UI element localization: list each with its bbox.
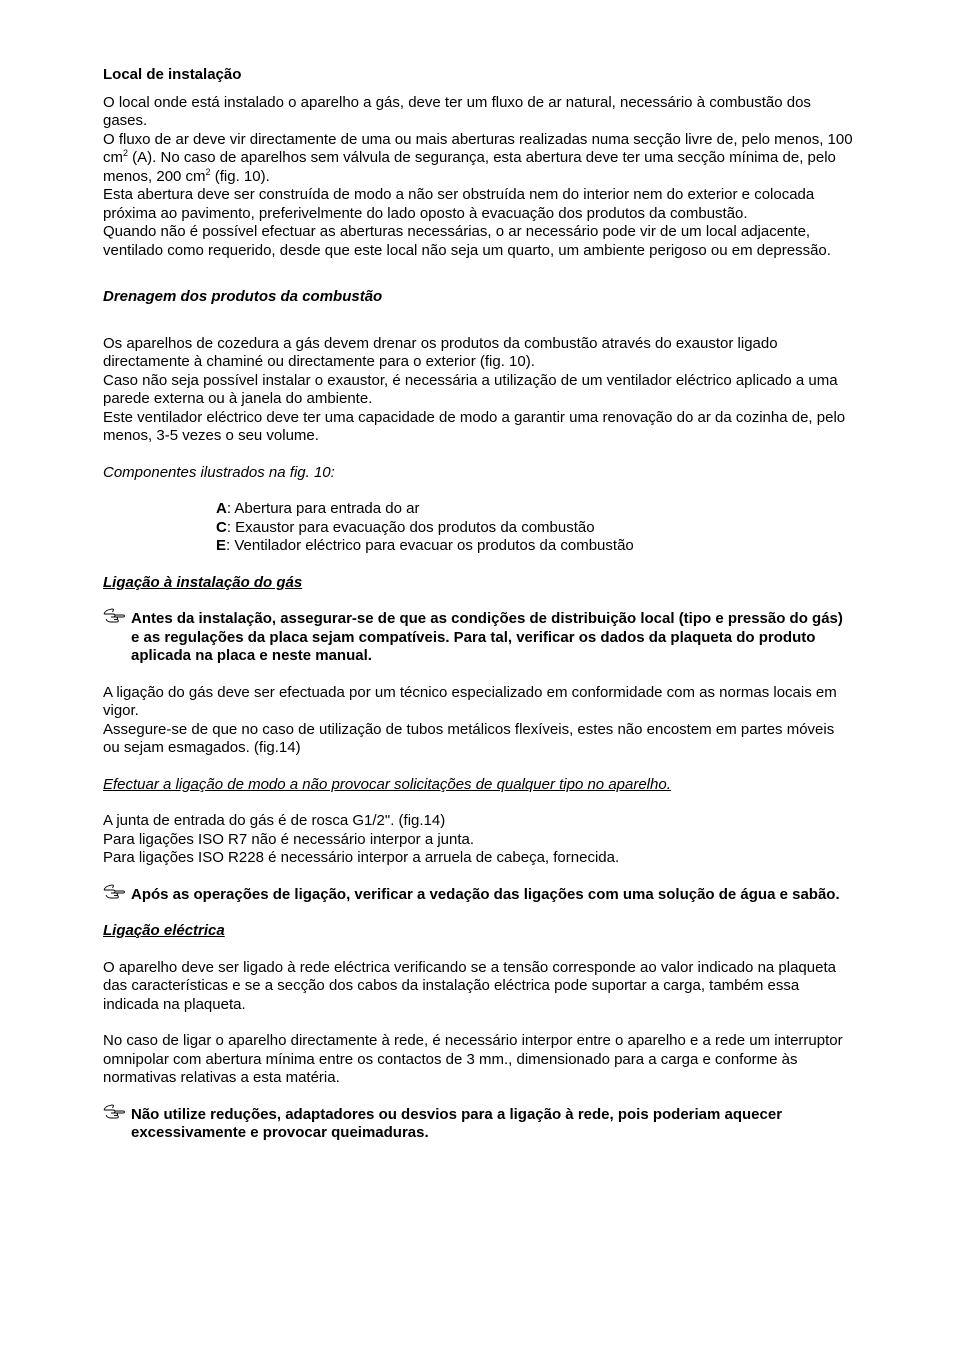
section-title-gas: Ligação à instalação do gás	[103, 573, 303, 591]
pointing-hand-icon	[103, 884, 125, 900]
component-item: A: Abertura para entrada do ar	[216, 500, 420, 517]
warning-text: Efectuar a ligação de modo a não provocar solicitações de qualquer tipo no aparelho.	[103, 775, 671, 793]
components-title: Componentes ilustrados na fig. 10:	[103, 463, 335, 481]
pointing-hand-icon	[103, 1104, 125, 1120]
paragraph: O aparelho deve ser ligado à rede eléctrica verificando se a tensão corresponde ao valor indicado na plaqueta das características e se a secção dos cabos da instalação eléctrica pode suportar a carga, também essa indicada na plaqueta.	[103, 958, 836, 1013]
paragraph: Assegure-se de que no caso de utilização de tubos metálicos flexíveis, estes não encostem em partes móveis ou sejam esmagados. (fig.14)	[103, 720, 835, 756]
paragraph: Os aparelhos de cozedura a gás devem drenar os produtos da combustão através do exaustor ligado directamente à chaminé ou directamente para o exterior (fig. 10).	[103, 334, 778, 370]
paragraph: Este ventilador eléctrico deve ter uma capacidade de modo a garantir uma renovação do ar da cozinha de, pelo menos, 3-5 vezes o seu volume.	[103, 408, 846, 444]
paragraph: O local onde está instalado o aparelho a gás, deve ter um fluxo de ar natural, necessário à combustão dos gases.	[103, 93, 811, 129]
paragraph: Para ligações ISO R228 é necessário interpor a arruela de cabeça, fornecida.	[103, 849, 620, 866]
note-block: Não utilize reduções, adaptadores ou desvios para a ligação à rede, pois poderiam aquecer excessivamente e provocar queimaduras.	[103, 1106, 853, 1143]
paragraph: Esta abertura deve ser construída de modo a não ser obstruída nem do interior nem do exterior e colocada próxima ao pavimento, preferivelmente do lado oposto à evacuação dos produtos da combustão.	[103, 186, 815, 222]
paragraph: Para ligações ISO R7 não é necessário interpor a junta.	[103, 830, 475, 848]
paragraph: No caso de ligar o aparelho directamente à rede, é necessário interpor entre o aparelho e a rede um interruptor omnipolar com abertura mínima entre os contactos de 3 mm., dimensionado para a carga e conforme às normativas relativas a esta matéria.	[103, 1032, 843, 1086]
note-block: Antes da instalação, assegurar-se de que as condições de distribuição local (tipo e pressão do gás) e as regulações da placa sejam compatíveis. Para tal, verificar os dados da plaqueta do produto aplicada na placa e neste manual.	[103, 610, 853, 666]
paragraph: A junta de entrada do gás é de rosca G1/2". (fig.14)	[103, 812, 446, 829]
paragraph: Caso não seja possível instalar o exaustor, é necessária a utilização de um ventilador eléctrico aplicado a uma parede externa ou à janela do ambiente.	[103, 371, 838, 407]
document-page	[103, 66, 853, 1143]
section-title-drenagem: Drenagem dos produtos da combustão	[103, 288, 383, 305]
paragraph: A ligação do gás deve ser efectuada por um técnico especializado em conformidade com as normas locais em vigor.	[103, 683, 837, 719]
pointing-hand-icon	[103, 608, 125, 624]
section-title-local: Local de instalação	[103, 66, 242, 83]
component-item: C: Exaustor para evacuação dos produtos da combustão	[216, 518, 595, 536]
component-item: E: Ventilador eléctrico para evacuar os produtos da combustão	[216, 537, 634, 554]
paragraph: O fluxo de ar deve vir directamente de uma ou mais aberturas realizadas numa secção livre de, pelo menos, 100 $cm^2$ (A). No caso de aparelhos sem válvula de segurança, esta abertura deve ter uma secção mínima de, pelo menos, 200 $cm^2$ (fig. 10).	[103, 130, 853, 185]
note-block: Após as operações de ligação, verificar a vedação das ligações com uma solução de água e sabão.	[103, 886, 853, 905]
paragraph: Quando não é possível efectuar as aberturas necessárias, o ar necessário pode vir de um local adjacente, ventilado como requerido, desde que este local não seja um quarto, um ambiente perigoso ou em depressão.	[103, 223, 831, 259]
section-title-electric: Ligação eléctrica	[103, 922, 225, 939]
